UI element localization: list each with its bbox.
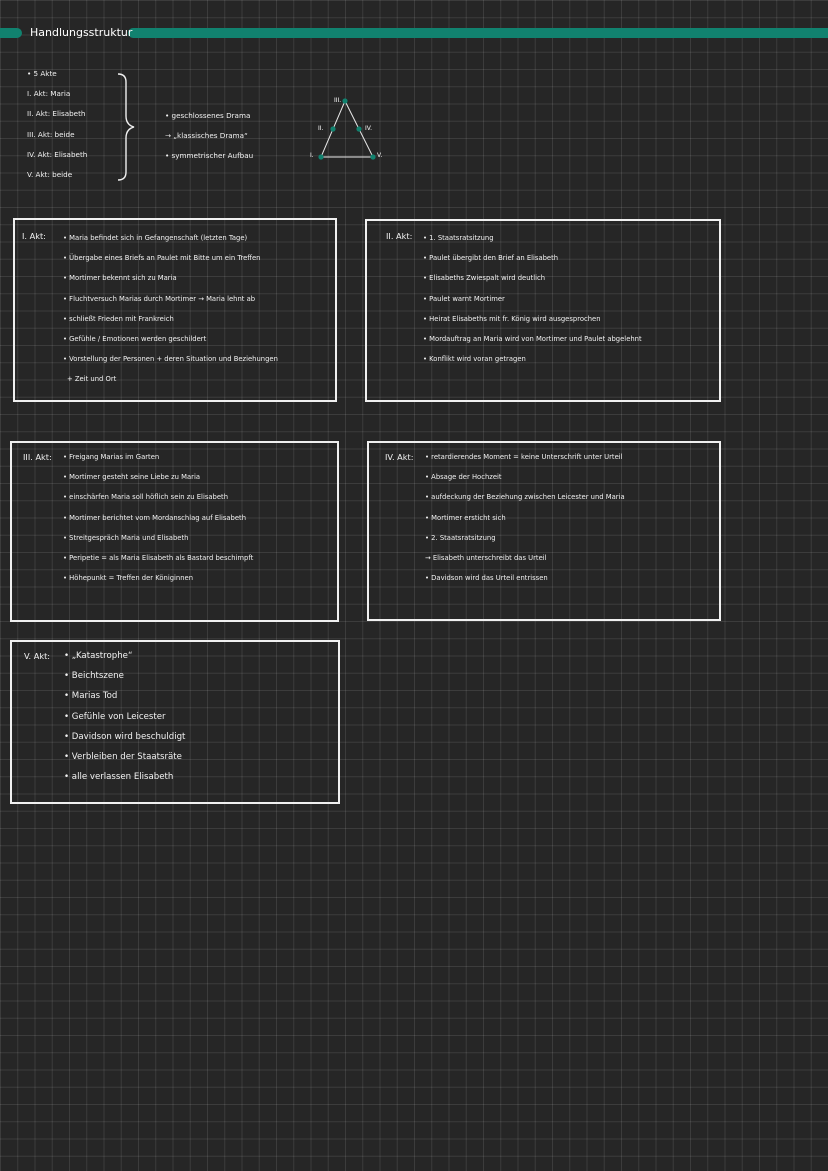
act-1-item: • Vorstellung der Personen + deren Situation und Beziehungen	[63, 355, 278, 364]
characteristic-item: • geschlossenes Drama	[165, 111, 251, 120]
act-5-item: • Davidson wird beschuldigt	[64, 731, 186, 742]
act-3-item: • Höhepunkt = Treffen der Königinnen	[63, 574, 194, 583]
act-4-item: • 2. Staatsratsitzung	[425, 533, 496, 542]
act-3-item: • Streitgespräch Maria und Elisabeth	[63, 533, 189, 542]
act-5-item: • Gefühle von Leicester	[64, 711, 166, 722]
act-4-items	[425, 447, 625, 588]
overview-item: III. Akt: beide	[27, 129, 75, 139]
pyramid-diagram	[300, 92, 400, 167]
act-1-item: • Mortimer bekennt sich zu Maria	[63, 274, 177, 283]
act-4-item: • retardierendes Moment = keine Unterschrift unter Urteil	[425, 453, 623, 461]
act-1-item: + Zeit und Ort	[67, 375, 117, 384]
characteristic-item: • symmetrischer Aufbau	[165, 151, 254, 161]
overview-item: V. Akt: beide	[27, 169, 73, 179]
drama-characteristics-list	[165, 106, 253, 167]
act-2-item: • 1. Staatsratsitzung	[423, 234, 494, 242]
diagram-point-iii	[342, 98, 347, 103]
act-1-item: • Maria befindet sich in Gefangenschaft (letzten Tage)	[63, 234, 248, 242]
act-3-item: • Freigang Marias im Garten	[63, 453, 160, 461]
act-1-items	[63, 228, 278, 390]
header-accent-left	[0, 28, 22, 38]
act-5-item: • Beichtszene	[64, 671, 124, 682]
act-5-item: • Marias Tod	[64, 691, 118, 702]
diagram-point-iv	[356, 126, 361, 131]
act-4-item: • Absage der Hochzeit	[425, 473, 502, 482]
overview-item: I. Akt: Maria	[27, 89, 71, 99]
act-3-items	[63, 447, 253, 588]
act-2-label: II. Akt:	[386, 231, 413, 241]
act-4-item: • aufdeckung der Beziehung zwischen Leicester und Maria	[425, 493, 625, 502]
triangle-label-i: I.	[310, 152, 314, 159]
act-4-item: • Mortimer ersticht sich	[425, 513, 506, 522]
diagram-point-ii	[330, 126, 335, 131]
overview-item: II. Akt: Elisabeth	[27, 109, 86, 119]
act-4-item: • Davidson wird das Urteil entrissen	[425, 574, 548, 583]
act-3-item: • Peripetie = als Maria Elisabeth als Bastard beschimpft	[63, 553, 254, 562]
act-5-items	[64, 646, 185, 787]
act-1-item: • Gefühle / Emotionen werden geschildert	[63, 334, 207, 343]
header-accent-bar	[128, 28, 828, 38]
act-4-label: IV. Akt:	[385, 452, 414, 462]
act-3-item: • Mortimer berichtet vom Mordanschlag auf Elisabeth	[63, 513, 247, 522]
characteristic-item: → „klassisches Drama“	[165, 131, 248, 141]
act-1-label: I. Akt:	[22, 231, 46, 241]
act-2-items	[423, 228, 642, 369]
act-5-label: V. Akt:	[24, 651, 51, 661]
overview-item: IV. Akt: Elisabeth	[27, 149, 88, 159]
act-2-item: • Paulet warnt Mortimer	[423, 294, 505, 303]
diagram-point-i	[318, 154, 323, 159]
act-3-item: • Mortimer gesteht seine Liebe zu Maria	[63, 473, 201, 482]
act-2-item: • Konflikt wird voran getragen	[423, 355, 526, 364]
act-3-label: III. Akt:	[23, 452, 52, 462]
act-5-item: • alle verlassen Elisabeth	[64, 772, 174, 783]
act-5-item: • „Katastrophe“	[64, 651, 133, 661]
act-2-item: • Heirat Elisabeths mit fr. König wird ausgesprochen	[423, 314, 601, 323]
act-4-item: → Elisabeth unterschreibt das Urteil	[425, 553, 547, 562]
overview-item: • 5 Akte	[27, 69, 57, 78]
triangle-label-iv: IV.	[365, 125, 373, 132]
acts-overview-list	[27, 64, 87, 185]
diagram-point-v	[370, 154, 375, 159]
triangle-label-iii: III.	[334, 97, 342, 104]
act-2-item: • Paulet übergibt den Brief an Elisabeth	[423, 254, 559, 263]
act-1-item: • Fluchtversuch Marias durch Mortimer → Maria lehnt ab	[63, 294, 256, 303]
act-2-item: • Mordauftrag an Maria wird von Mortimer und Paulet abgelehnt	[423, 334, 642, 343]
act-1-item: • schließt Frieden mit Frankreich	[63, 314, 174, 323]
act-3-item: • einschärfen Maria soll höflich sein zu Elisabeth	[63, 493, 229, 502]
page-title: Handlungsstruktur	[30, 26, 133, 39]
triangle-label-ii: II.	[318, 125, 324, 132]
triangle-label-v: V.	[377, 152, 383, 159]
curly-brace-icon	[112, 72, 140, 182]
act-5-item: • Verbleiben der Staatsräte	[64, 751, 182, 762]
act-2-item: • Elisabeths Zwiespalt wird deutlich	[423, 274, 546, 283]
act-1-item: • Übergabe eines Briefs an Paulet mit Bitte um ein Treffen	[63, 254, 261, 263]
